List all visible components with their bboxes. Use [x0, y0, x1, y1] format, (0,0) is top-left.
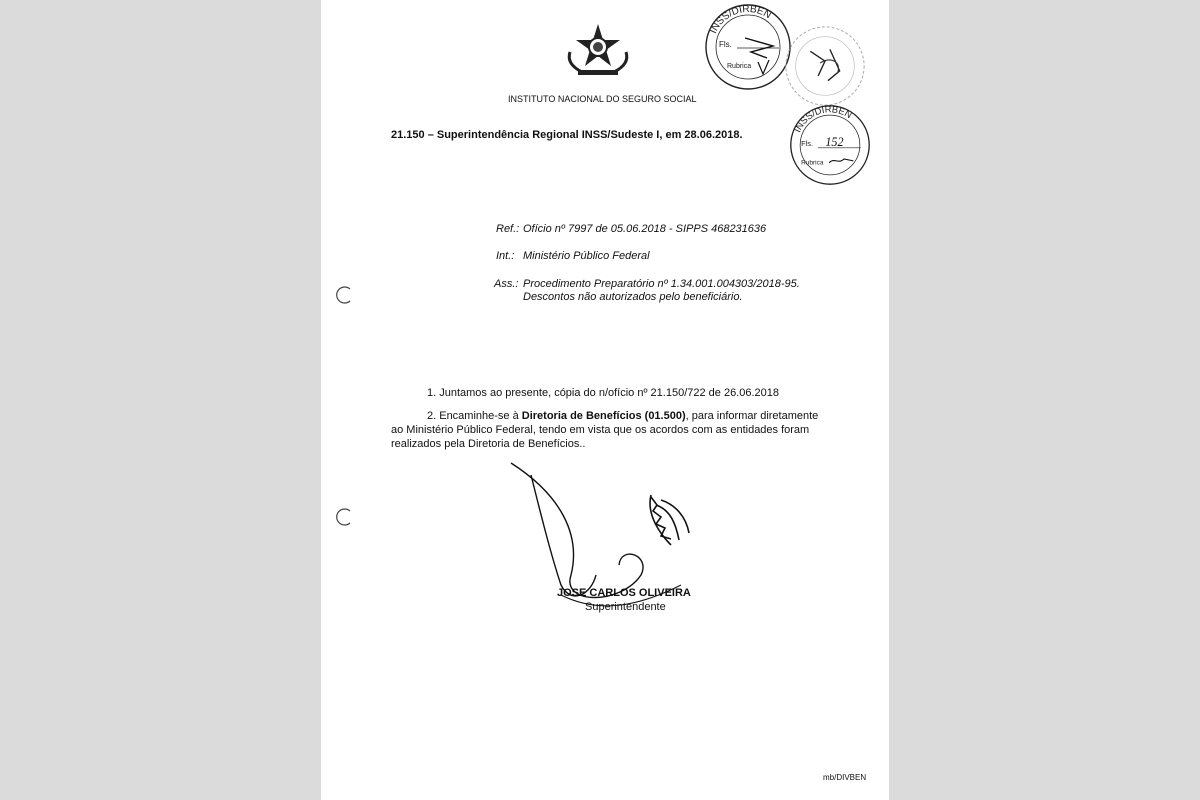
stamp-page-label: Fls.: [801, 138, 814, 148]
item-2-rest: , para informar diretamente: [685, 410, 819, 422]
item-2-line2: ao Ministério Público Federal, tendo em vista que os acordos com as entidades foram: [391, 424, 810, 436]
ref-value: Ofício nº 7997 de 05.06.2018 - SIPPS 468231636: [523, 223, 767, 235]
footer-code: mb/DIVBEN: [823, 773, 867, 782]
institution-name: INSTITUTO NACIONAL DO SEGURO SOCIAL: [508, 94, 697, 104]
item-1: 1. Juntamos ao presente, cópia do n/ofício nº 21.150/722 de 26.06.2018: [427, 387, 779, 399]
document-heading: 21.150 – Superintendência Regional INSS/Sudeste I, em 28.06.2018.: [391, 129, 743, 141]
ass-line1: Procedimento Preparatório nº 1.34.001.004303/2018-95.: [523, 278, 800, 290]
item-2-line1: [427, 410, 818, 422]
stamp-sign-label: Rubrica: [727, 63, 752, 70]
stamp-page-number: 152: [825, 134, 844, 149]
stamp-page-label: Fls.: [719, 40, 732, 49]
item-2-bold: Diretoria de Benefícios (01.500): [521, 410, 686, 422]
punch-hole-icon: [334, 285, 354, 305]
signatory-name: JOSE CARLOS OLIVEIRA: [557, 587, 691, 599]
punch-hole-icon: [334, 507, 354, 527]
page-number-stamp: [703, 2, 793, 92]
brazil-coat-of-arms-icon: [562, 22, 634, 78]
ass-line2: Descontos não autorizados pelo beneficiário.: [523, 291, 743, 303]
handwritten-signature: [501, 455, 721, 625]
document-page: [321, 0, 889, 800]
stamp-sign-label: Rubrica: [801, 159, 824, 167]
int-value: Ministério Público Federal: [523, 250, 650, 262]
item-2-line3: realizados pela Diretoria de Benefícios..: [391, 438, 586, 450]
svg-text:INSS/DIRBEN: [708, 4, 773, 35]
stamp-org-text: INSS/DIRBEN: [792, 104, 854, 134]
faded-stamp: [781, 22, 869, 110]
ref-label: Ref.:: [496, 223, 520, 235]
ass-label: Ass.:: [494, 278, 519, 290]
stamp-org-text: INSS/DIRBEN: [708, 3, 773, 36]
signatory-title: Superintendente: [585, 601, 666, 613]
item-2-prefix: 2. Encaminhe-se à: [427, 410, 522, 422]
int-label: Int.:: [496, 250, 515, 262]
page-number-stamp: [788, 103, 872, 187]
